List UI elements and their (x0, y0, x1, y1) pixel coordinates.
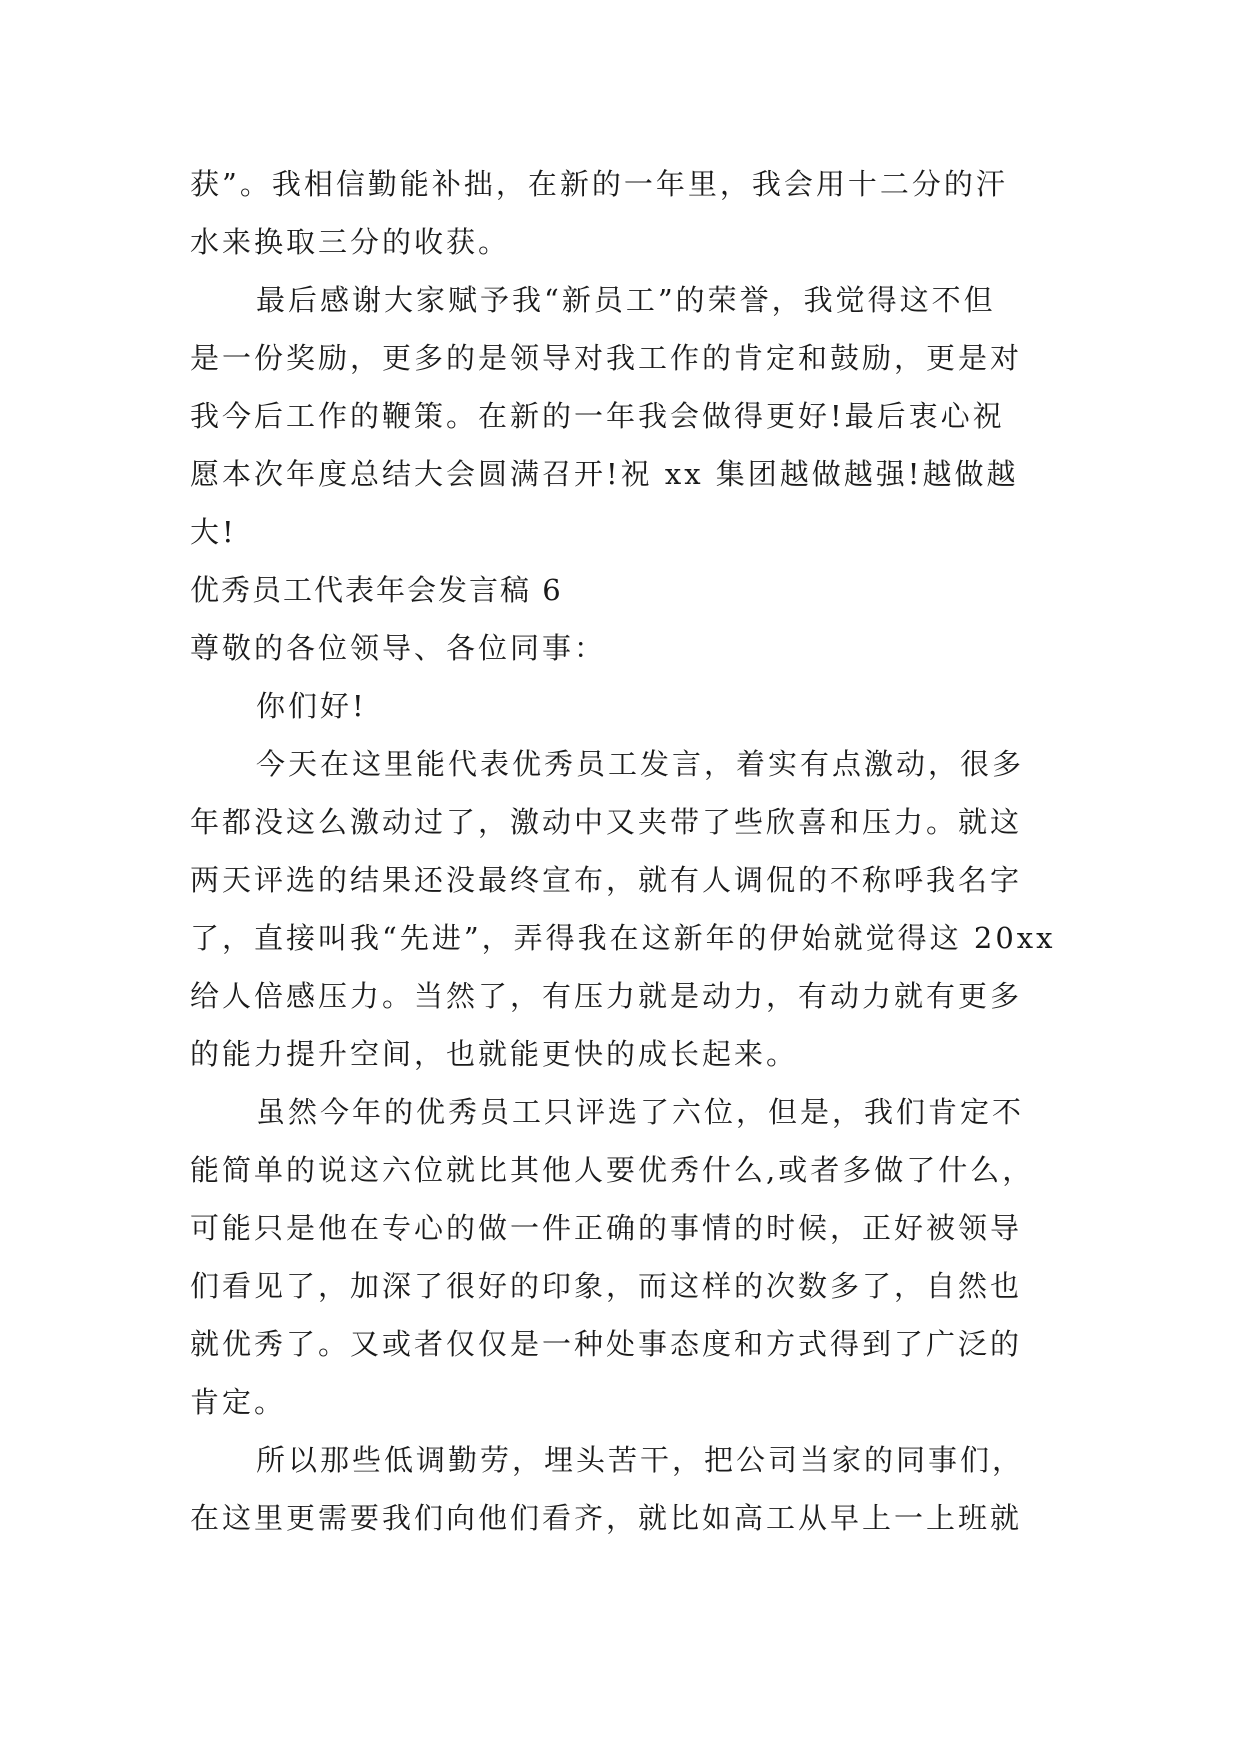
text-line: 就优秀了。又或者仅仅是一种处事态度和方式得到了广泛的 (190, 1327, 1023, 1361)
greeting: 你们好! (256, 689, 367, 723)
paragraph-start-line: 所以那些低调勤劳，埋头苦干，把公司当家的同事们， (256, 1443, 1025, 1477)
text-line: 给人倍感压力。当然了，有压力就是动力，有动力就有更多 (190, 979, 1023, 1013)
text-line: 在这里更需要我们向他们看齐，就比如高工从早上一上班就 (190, 1501, 1023, 1535)
text-line: 获”。我相信勤能补拙，在新的一年里，我会用十二分的汗 (190, 167, 1008, 201)
text-line: 们看见了，加深了很好的印象，而这样的次数多了，自然也 (190, 1269, 1023, 1303)
document-body (190, 155, 1056, 1547)
salutation: 尊敬的各位领导、各位同事： (190, 631, 607, 665)
text-line: 能简单的说这六位就比其他人要优秀什么,或者多做了什么， (190, 1153, 1035, 1187)
text-line: 肯定。 (190, 1385, 287, 1419)
section-title: 优秀员工代表年会发言稿 6 (190, 573, 563, 607)
text-line: 水来换取三分的收获。 (190, 225, 511, 259)
text-line: 我今后工作的鞭策。在新的一年我会做得更好!最后衷心祝 (190, 399, 1005, 433)
text-line: 愿本次年度总结大会圆满召开!祝 xx 集团越做越强!越做越 (190, 457, 1019, 491)
text-line: 两天评选的结果还没最终宣布，就有人调侃的不称呼我名字 (190, 863, 1023, 897)
paragraph-start-line: 今天在这里能代表优秀员工发言，着实有点激动，很多 (256, 747, 1025, 781)
text-line: 可能只是他在专心的做一件正确的事情的时候，正好被领导 (190, 1211, 1023, 1245)
text-line: 的能力提升空间，也就能更快的成长起来。 (190, 1037, 799, 1071)
text-line: 大! (190, 515, 237, 549)
text-line: 了，直接叫我“先进”，弄得我在这新年的伊始就觉得这 20xx (190, 921, 1056, 955)
paragraph-start-line: 最后感谢大家赋予我“新员工”的荣誉，我觉得这不但 (256, 283, 996, 317)
paragraph-start-line: 虽然今年的优秀员工只评选了六位，但是，我们肯定不 (256, 1095, 1025, 1129)
text-line: 是一份奖励，更多的是领导对我工作的肯定和鼓励，更是对 (190, 341, 1023, 375)
text-line: 年都没这么激动过了，激动中又夹带了些欣喜和压力。就这 (190, 805, 1023, 839)
